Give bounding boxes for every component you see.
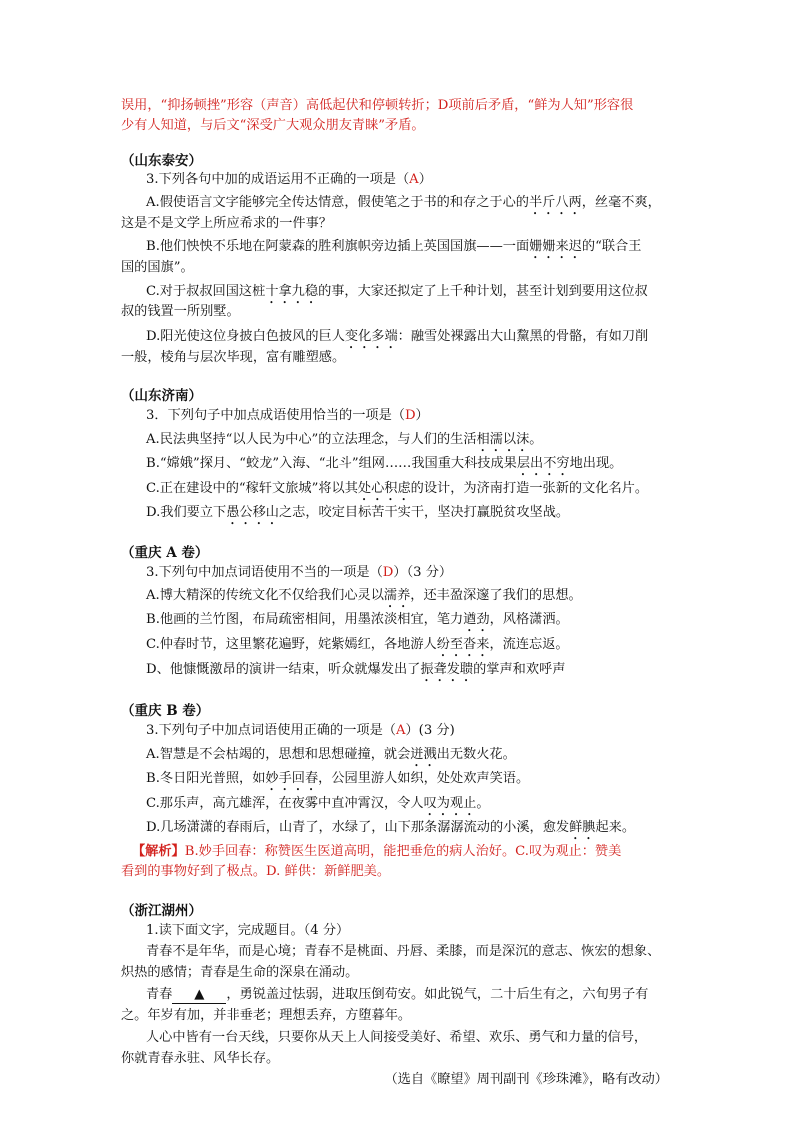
option-text: C.仲春时节，这里繁花遍野，姹紫嫣红，各地游人 bbox=[146, 637, 437, 652]
option-text: A.智慧是不会枯竭的，思想和思想碰撞，就会 bbox=[146, 747, 411, 762]
option-b bbox=[146, 769, 529, 794]
intro-line-1: 误用，“抑扬顿挫”形容（声音）高低起伏和停顿转折；D项前后矛盾，“鲜为人知”形容很 bbox=[121, 98, 634, 113]
option-text: 出无数火花。 bbox=[436, 747, 516, 762]
option-text: 的事，大家还拟定了上千种计划，甚至计划到要用这位叔 bbox=[318, 284, 648, 299]
dotted-idiom: 层出不穷 bbox=[516, 456, 570, 471]
dotted-word: 纷至沓来 bbox=[436, 637, 490, 652]
option-a bbox=[146, 745, 516, 770]
option-text: D.几场潇潇的春雨后，山青了，水绿了，山下那条潺潺流动的小溪，愈发 bbox=[146, 820, 570, 835]
option-text: A.民法典坚持“以人民为中心”的立法理念，与人们的生活 bbox=[146, 432, 477, 447]
answer-letter: D bbox=[404, 408, 416, 423]
passage-p1-line-1: 青春不是年华，而是心境；青春不是桃面、丹唇、柔膝，而是深沉的意志、恢宏的想象、 bbox=[146, 944, 661, 959]
passage-source: （选自《瞭望》周刊副刊《珍珠滩》，略有改动） bbox=[384, 1072, 668, 1087]
dotted-idiom: 愚公移山 bbox=[226, 505, 279, 520]
section-heading-zhejiang-huzhou: （浙江湖州） bbox=[121, 903, 202, 919]
analysis-line-1 bbox=[132, 842, 621, 862]
option-text: 的掌声和欢呼声 bbox=[473, 662, 566, 677]
answer-letter: A bbox=[395, 723, 406, 738]
section-heading-chongqing-a: （重庆 A 卷） bbox=[121, 545, 209, 561]
option-c bbox=[146, 479, 648, 504]
option-b bbox=[146, 237, 641, 262]
dotted-word: 遒劲 bbox=[463, 612, 490, 627]
option-text: 之志，咬定目标苦干实干，坚决打赢脱贫攻坚战。 bbox=[278, 505, 570, 520]
option-text: 。 bbox=[476, 796, 490, 811]
option-a bbox=[146, 586, 582, 611]
option-text: B.他画的兰竹图，布局疏密相间，用墨浓淡相宜，笔力 bbox=[146, 612, 464, 627]
option-d bbox=[146, 660, 565, 685]
question-text-end: ）（3 分） bbox=[393, 565, 453, 580]
passage-p2-line-2: 之。年岁有加，并非垂老；理想丢弃，方堕暮年。 bbox=[121, 1008, 412, 1023]
question-3-chongqing-a bbox=[146, 563, 452, 583]
option-text: D.我们要立下 bbox=[146, 505, 227, 520]
option-text: ，流连忘返。 bbox=[489, 637, 569, 652]
option-b-cont: 国的国旗”。 bbox=[121, 260, 194, 275]
option-text: D、他慷慨激昂的演讲一结束，听众就爆发出了 bbox=[146, 662, 421, 677]
option-text: B.冬日阳光普照，如 bbox=[146, 771, 266, 786]
option-text: B.他们怏怏不乐地在阿蒙森的胜利旗帜旁边插上英国国旗——一面 bbox=[146, 239, 530, 254]
passage-p2-line-1 bbox=[146, 985, 648, 1005]
passage-p3-line-2: 你就青春永驻、风华长存。 bbox=[121, 1051, 280, 1066]
dotted-word: 妙手回春 bbox=[265, 771, 319, 786]
option-text: ，还丰盈深邃了我们的思想。 bbox=[410, 588, 582, 603]
option-text: 起来。 bbox=[595, 820, 636, 835]
question-text: 3.下列句中加点词语使用不当的一项是（ bbox=[146, 565, 383, 580]
question-3-chongqing-b bbox=[146, 721, 455, 741]
option-a-cont: 这是不是文学上所应希求的一件事？ bbox=[121, 216, 332, 231]
question-text: 3．下列句子中加点成语使用恰当的一项是（ bbox=[146, 408, 405, 423]
analysis-line-2: 看到的事物好到了极点。D. 鲜供：新鲜肥美。 bbox=[121, 864, 391, 879]
intro-line-2: 少有人知道，与后文“深受广大观众朋友青睐”矛盾。 bbox=[121, 118, 425, 133]
passage-p1-line-2: 炽热的感情；青春是生命的深泉在涌动。 bbox=[121, 965, 359, 980]
dotted-idiom: 姗姗来迟 bbox=[529, 239, 582, 254]
question-3-jinan bbox=[146, 406, 429, 426]
option-c bbox=[146, 635, 569, 660]
option-text: 。 bbox=[529, 432, 543, 447]
passage-text: ，勇锐盖过怯弱，进取压倒苟安。如此锐气，二十后生有之，六旬男子有 bbox=[226, 987, 649, 1002]
dotted-idiom: 变化多端 bbox=[344, 329, 398, 344]
question-1-huzhou: 1.读下面文字，完成题目。（4 分） bbox=[146, 923, 350, 938]
dotted-word: 振聋发聩 bbox=[420, 662, 474, 677]
option-d-cont: 一般，棱角与层次毕现，富有雕塑感。 bbox=[121, 350, 346, 365]
passage-text: 青春 bbox=[146, 987, 173, 1002]
answer-letter: D bbox=[382, 565, 394, 580]
option-text: C.正在建设中的“稼轩文旅城”将以其 bbox=[146, 481, 358, 496]
question-text-end: ） bbox=[415, 408, 429, 423]
option-text: ，风格潇洒。 bbox=[489, 612, 569, 627]
option-d bbox=[146, 818, 635, 843]
option-a bbox=[146, 430, 542, 455]
question-text-end: ） bbox=[418, 172, 432, 187]
section-heading-shandong-taian: （山东泰安） bbox=[121, 153, 202, 169]
section-heading-chongqing-b: （重庆 B 卷） bbox=[121, 703, 210, 719]
passage-p3-line-1: 人心中皆有一台天线，只要你从天上人间接受美好、希望、欢乐、勇气和力量的信号， bbox=[146, 1030, 648, 1045]
option-text: C.那乐声，高亢雄浑，在夜雾中直冲霄汉，令人 bbox=[146, 796, 424, 811]
analysis-tag: 【解析】 bbox=[132, 844, 185, 859]
triangle-icon: ▲ bbox=[194, 987, 205, 1002]
question-text-end: ）(3 分) bbox=[405, 723, 455, 738]
option-c-cont: 叔的钱置一所别墅。 bbox=[121, 304, 240, 319]
option-text: ：融雪处裸露出大山黧黑的骨骼，有如刀削 bbox=[397, 329, 649, 344]
option-b bbox=[146, 454, 622, 479]
option-d bbox=[146, 503, 569, 528]
question-text: 3.下列句子中加点词语使用正确的一项是（ bbox=[146, 723, 396, 738]
dotted-word: 鲜腆 bbox=[569, 820, 596, 835]
option-text: A.博大精深的传统文化不仅给我们心灵以 bbox=[146, 588, 384, 603]
option-text: 地出现。 bbox=[569, 456, 623, 471]
analysis-text: B.妙手回春：称赞医生医道高明，能把垂危的病人治好。C.叹为观止：赞美 bbox=[184, 844, 622, 859]
option-b bbox=[146, 610, 569, 635]
dotted-idiom: 半斤八两 bbox=[528, 195, 582, 210]
option-text: A.假使语言文字能够完全传达情意，假使笔之于书的和存之于心的 bbox=[146, 195, 529, 210]
option-text: C.对于叔叔回国这桩 bbox=[146, 284, 266, 299]
option-text: 的“联合王 bbox=[581, 239, 642, 254]
option-text: 的设计，为济南打造一张新的文化名片。 bbox=[410, 481, 649, 496]
dotted-idiom: 相濡以沫 bbox=[476, 432, 530, 447]
dotted-word: 迸溅 bbox=[410, 747, 437, 762]
option-c bbox=[146, 794, 490, 819]
dotted-idiom: 处心积虑 bbox=[357, 481, 411, 496]
question-text: 3.下列各句中加的成语运用不正确的一项是（ bbox=[146, 172, 410, 187]
fill-blank bbox=[172, 987, 226, 1004]
question-3-taian bbox=[146, 170, 432, 190]
option-text: ，公园里游人如织，处处欢声笑语。 bbox=[318, 771, 530, 786]
option-text: B.“嫦娥”探月、“蛟龙”入海、“北斗”组网……我国重大科技成果 bbox=[146, 456, 517, 471]
option-text: D.阳光使这位身披白色披风的巨人 bbox=[146, 329, 345, 344]
option-text: ，丝毫不爽， bbox=[581, 195, 661, 210]
answer-letter: A bbox=[409, 172, 419, 187]
dotted-word: 濡养 bbox=[383, 588, 411, 603]
dotted-word: 叹为观止 bbox=[423, 796, 477, 811]
dotted-idiom: 十拿九稳 bbox=[265, 284, 319, 299]
section-heading-shandong-jinan: （山东济南） bbox=[121, 388, 202, 404]
